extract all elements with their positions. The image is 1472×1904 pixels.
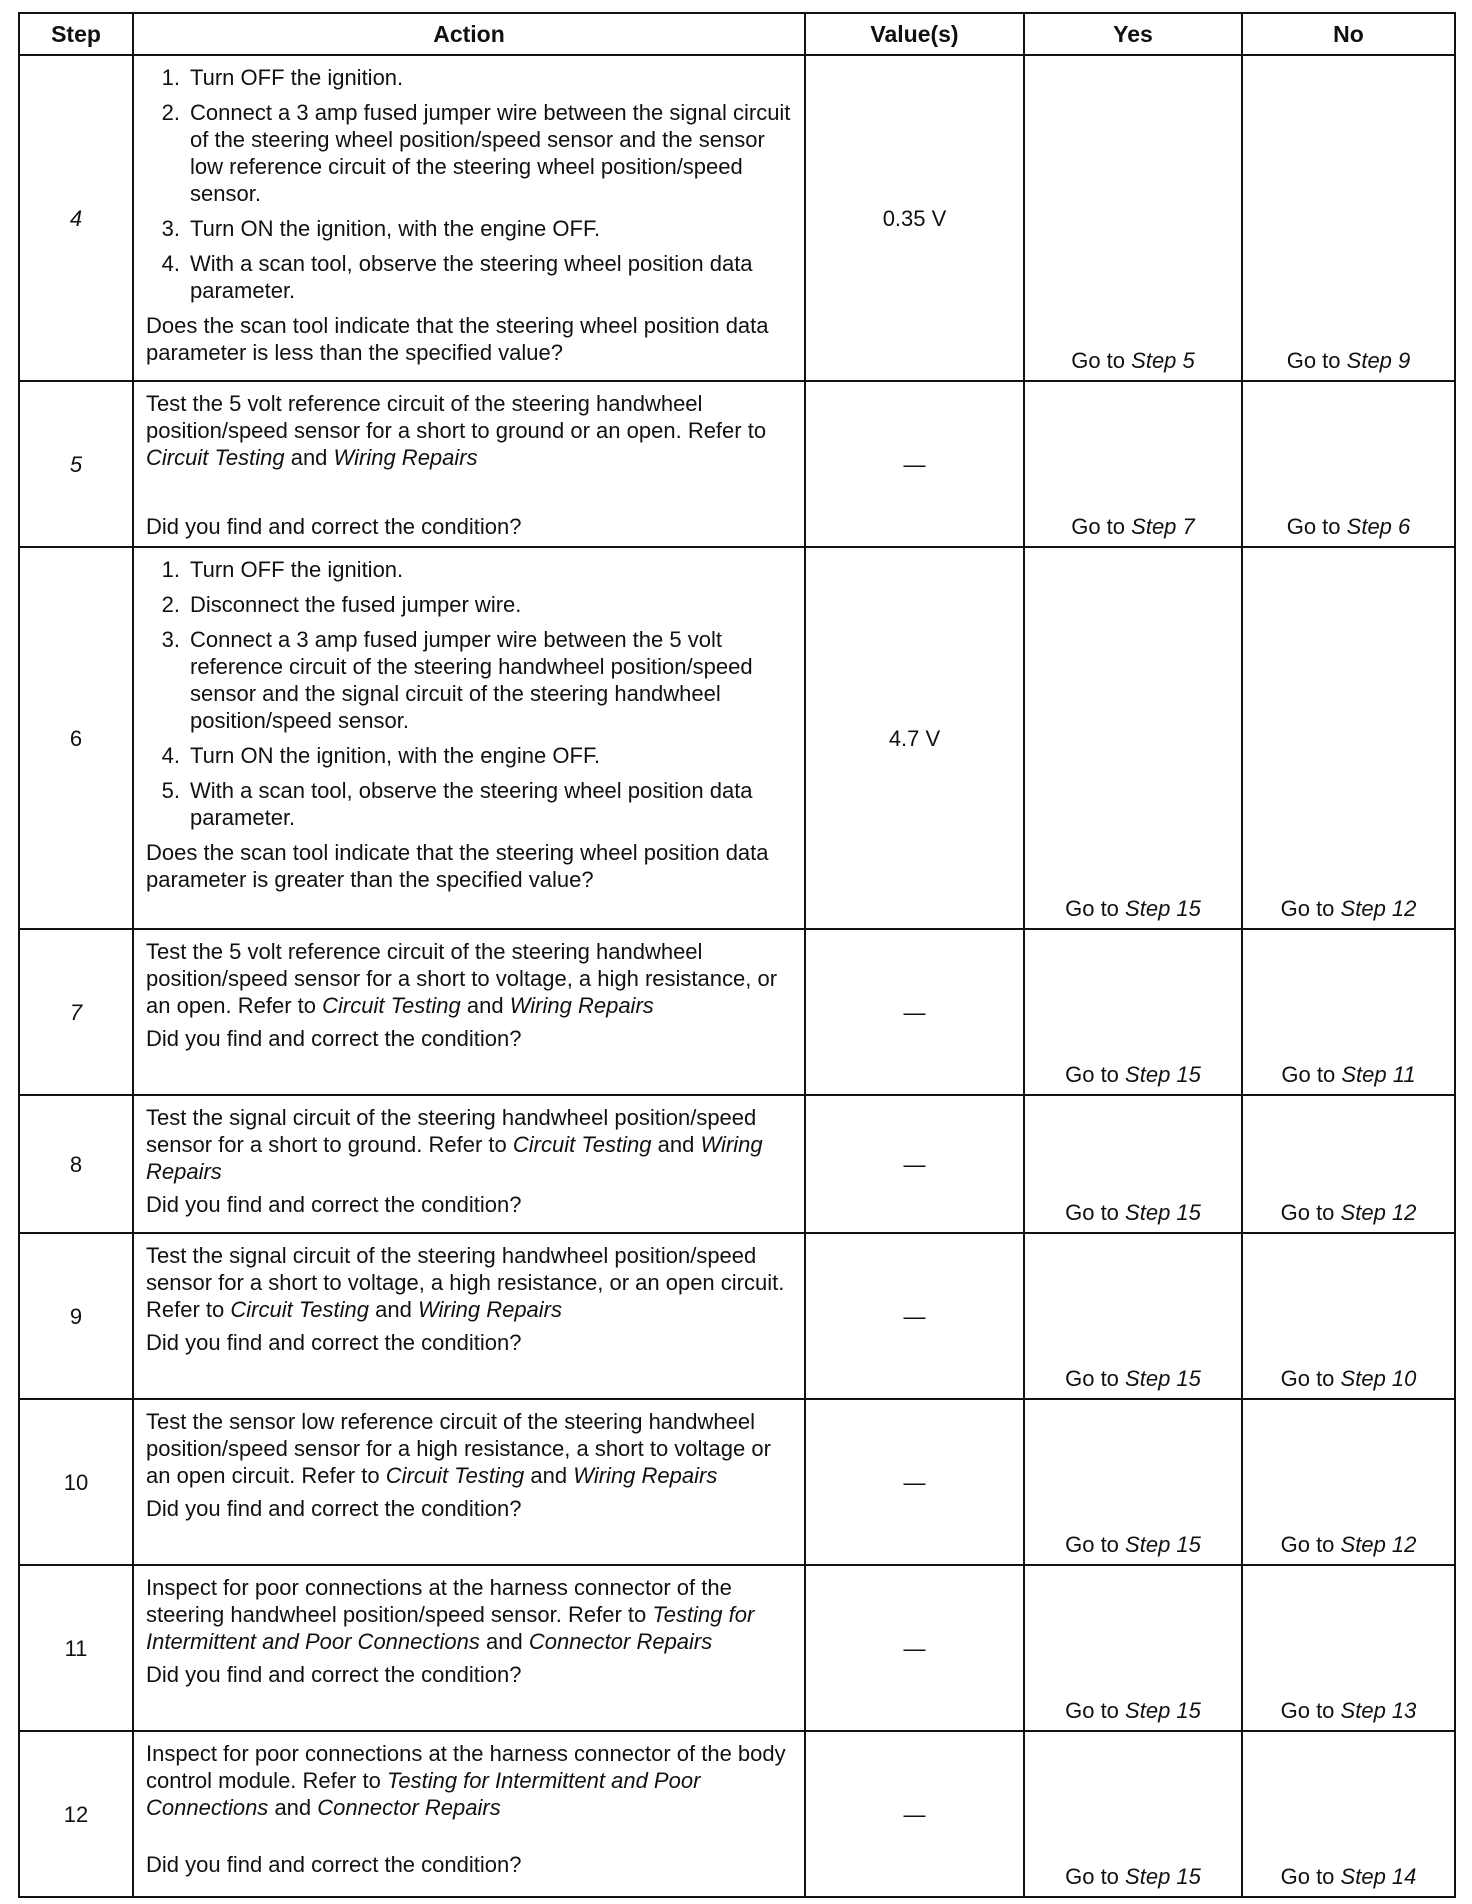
yes-cell: Go to Step 15 bbox=[1024, 929, 1242, 1095]
table-row bbox=[19, 381, 1455, 547]
header-step: Step bbox=[19, 13, 133, 55]
action-steps bbox=[146, 64, 794, 304]
value-cell: — bbox=[805, 1233, 1024, 1399]
table-row bbox=[19, 929, 1455, 1095]
action-question: Did you find and correct the condition? bbox=[146, 514, 522, 539]
yes-step-ref: Step 15 bbox=[1125, 1532, 1201, 1557]
action-description: Test the signal circuit of the steering handwheel position/speed sensor for a short to ground. Refer to Circuit Testing and Wiring Repairs bbox=[146, 1105, 763, 1184]
table-row bbox=[19, 1399, 1455, 1565]
no-cell: Go to Step 10 bbox=[1242, 1233, 1455, 1399]
action-question: Did you find and correct the condition? bbox=[146, 1662, 522, 1687]
action-cell bbox=[133, 381, 805, 547]
table-row bbox=[19, 1095, 1455, 1233]
yes-step-ref: Step 15 bbox=[1125, 1698, 1201, 1723]
action-question: Did you find and correct the condition? bbox=[146, 1330, 522, 1355]
action-question: Did you find and correct the condition? bbox=[146, 1192, 522, 1217]
action-cell bbox=[133, 929, 805, 1095]
no-step-ref: Step 13 bbox=[1340, 1698, 1417, 1723]
table-row bbox=[19, 55, 1455, 381]
action-question: Does the scan tool indicate that the steering wheel position data parameter is greater than the specified value? bbox=[146, 840, 769, 892]
list-item: 3. Connect a 3 amp fused jumper wire between the 5 volt reference circuit of the steering handwheel position/speed sensor and the signal circuit of the steering handwheel position/speed sensor. bbox=[161, 627, 753, 733]
header-action: Action bbox=[133, 13, 805, 55]
no-cell: Go to Step 6 bbox=[1242, 381, 1455, 547]
list-item: 2. Disconnect the fused jumper wire. bbox=[161, 592, 522, 617]
no-cell: Go to Step 12 bbox=[1242, 1399, 1455, 1565]
action-cell bbox=[133, 1565, 805, 1731]
no-step-ref: Step 10 bbox=[1340, 1366, 1417, 1391]
table-row bbox=[19, 1731, 1455, 1897]
list-item: 2. Connect a 3 amp fused jumper wire between the signal circuit of the steering wheel position/speed sensor and the sensor low reference circuit of the steering wheel position/speed sensor. bbox=[161, 100, 791, 206]
action-cell bbox=[133, 1399, 805, 1565]
yes-cell: Go to Step 15 bbox=[1024, 1095, 1242, 1233]
no-cell: Go to Step 11 bbox=[1242, 929, 1455, 1095]
step-number: 11 bbox=[19, 1565, 133, 1731]
step-number: 4 bbox=[19, 55, 133, 381]
no-step-ref: Step 6 bbox=[1346, 514, 1411, 539]
yes-step-ref: Step 5 bbox=[1131, 348, 1195, 373]
table-row bbox=[19, 547, 1455, 929]
table-row bbox=[19, 1233, 1455, 1399]
header-yes: Yes bbox=[1024, 13, 1242, 55]
value-cell: — bbox=[805, 1095, 1024, 1233]
header-no: No bbox=[1242, 13, 1455, 55]
step-number: 12 bbox=[19, 1731, 133, 1897]
value-cell: — bbox=[805, 1399, 1024, 1565]
no-cell: Go to Step 9 bbox=[1242, 55, 1455, 381]
action-cell bbox=[133, 1731, 805, 1897]
yes-step-ref: Step 7 bbox=[1131, 514, 1195, 539]
action-cell bbox=[133, 1095, 805, 1233]
yes-cell: Go to Step 15 bbox=[1024, 547, 1242, 929]
yes-step-ref: Step 15 bbox=[1125, 1200, 1201, 1225]
action-description: Inspect for poor connections at the harness connector of the steering handwheel position/speed sensor. Refer to Testing for Intermittent and Poor Connections and Connector Repairs bbox=[146, 1575, 755, 1654]
value-cell: 4.7 V bbox=[805, 547, 1024, 929]
list-item: 5. With a scan tool, observe the steering wheel position data parameter. bbox=[161, 778, 753, 830]
no-cell: Go to Step 12 bbox=[1242, 547, 1455, 929]
no-cell: Go to Step 12 bbox=[1242, 1095, 1455, 1233]
step-number: 7 bbox=[19, 929, 133, 1095]
no-step-ref: Step 12 bbox=[1340, 1200, 1417, 1225]
list-item: 4. With a scan tool, observe the steering wheel position data parameter. bbox=[161, 251, 753, 303]
step-number: 10 bbox=[19, 1399, 133, 1565]
yes-step-ref: Step 15 bbox=[1125, 896, 1201, 921]
yes-step-ref: Step 15 bbox=[1125, 1864, 1201, 1889]
action-description: Inspect for poor connections at the harness connector of the body control module. Refer to Testing for Intermittent and Poor Connections and Connector Repairs bbox=[146, 1741, 786, 1820]
list-item: 1. Turn OFF the ignition. bbox=[161, 557, 404, 582]
no-cell: Go to Step 13 bbox=[1242, 1565, 1455, 1731]
list-item: 4. Turn ON the ignition, with the engine OFF. bbox=[161, 743, 601, 768]
action-cell bbox=[133, 1233, 805, 1399]
action-description: Test the signal circuit of the steering handwheel position/speed sensor for a short to voltage, a high resistance, or an open circuit. Refer to Circuit Testing and Wiring Repairs bbox=[146, 1243, 785, 1322]
action-question: Does the scan tool indicate that the steering wheel position data parameter is less than the specified value? bbox=[146, 313, 769, 365]
no-step-ref: Step 11 bbox=[1341, 1062, 1416, 1087]
value-cell: — bbox=[805, 381, 1024, 547]
value-cell: — bbox=[805, 1565, 1024, 1731]
action-description: Test the sensor low reference circuit of the steering handwheel position/speed sensor for a high resistance, a short to voltage or an open circuit. Refer to Circuit Testing and Wiring Repairs bbox=[146, 1409, 771, 1488]
value-cell: — bbox=[805, 1731, 1024, 1897]
action-question: Did you find and correct the condition? bbox=[146, 1496, 522, 1521]
no-step-ref: Step 9 bbox=[1346, 348, 1411, 373]
no-step-ref: Step 12 bbox=[1340, 896, 1417, 921]
step-number: 6 bbox=[19, 547, 133, 929]
action-steps bbox=[146, 556, 794, 831]
header-values: Value(s) bbox=[805, 13, 1024, 55]
list-item: 3. Turn ON the ignition, with the engine OFF. bbox=[161, 216, 601, 241]
action-question: Did you find and correct the condition? bbox=[146, 1026, 522, 1051]
step-number: 8 bbox=[19, 1095, 133, 1233]
yes-cell: Go to Step 7 bbox=[1024, 381, 1242, 547]
table-row bbox=[19, 1565, 1455, 1731]
yes-cell: Go to Step 15 bbox=[1024, 1565, 1242, 1731]
yes-cell: Go to Step 15 bbox=[1024, 1731, 1242, 1897]
diagnostic-table bbox=[18, 12, 1456, 1898]
action-description: Test the 5 volt reference circuit of the steering handwheel position/speed sensor for a short to voltage, a high resistance, or an open. Refer to Circuit Testing and Wiring Repairs bbox=[146, 939, 778, 1018]
header-row bbox=[19, 13, 1455, 55]
step-number: 5 bbox=[19, 381, 133, 547]
step-number: 9 bbox=[19, 1233, 133, 1399]
action-question: Did you find and correct the condition? bbox=[146, 1852, 522, 1877]
yes-cell: Go to Step 15 bbox=[1024, 1399, 1242, 1565]
action-cell bbox=[133, 55, 805, 381]
yes-step-ref: Step 15 bbox=[1125, 1062, 1201, 1087]
yes-cell: Go to Step 15 bbox=[1024, 1233, 1242, 1399]
yes-step-ref: Step 15 bbox=[1125, 1366, 1201, 1391]
yes-cell: Go to Step 5 bbox=[1024, 55, 1242, 381]
value-cell: — bbox=[805, 929, 1024, 1095]
value-cell: 0.35 V bbox=[805, 55, 1024, 381]
action-cell bbox=[133, 547, 805, 929]
list-item: 1. Turn OFF the ignition. bbox=[161, 65, 404, 90]
no-step-ref: Step 12 bbox=[1340, 1532, 1417, 1557]
no-step-ref: Step 14 bbox=[1340, 1864, 1417, 1889]
action-description: Test the 5 volt reference circuit of the steering handwheel position/speed sensor for a short to ground or an open. Refer to Circuit Testing and Wiring Repairs bbox=[146, 391, 767, 470]
no-cell: Go to Step 14 bbox=[1242, 1731, 1455, 1897]
